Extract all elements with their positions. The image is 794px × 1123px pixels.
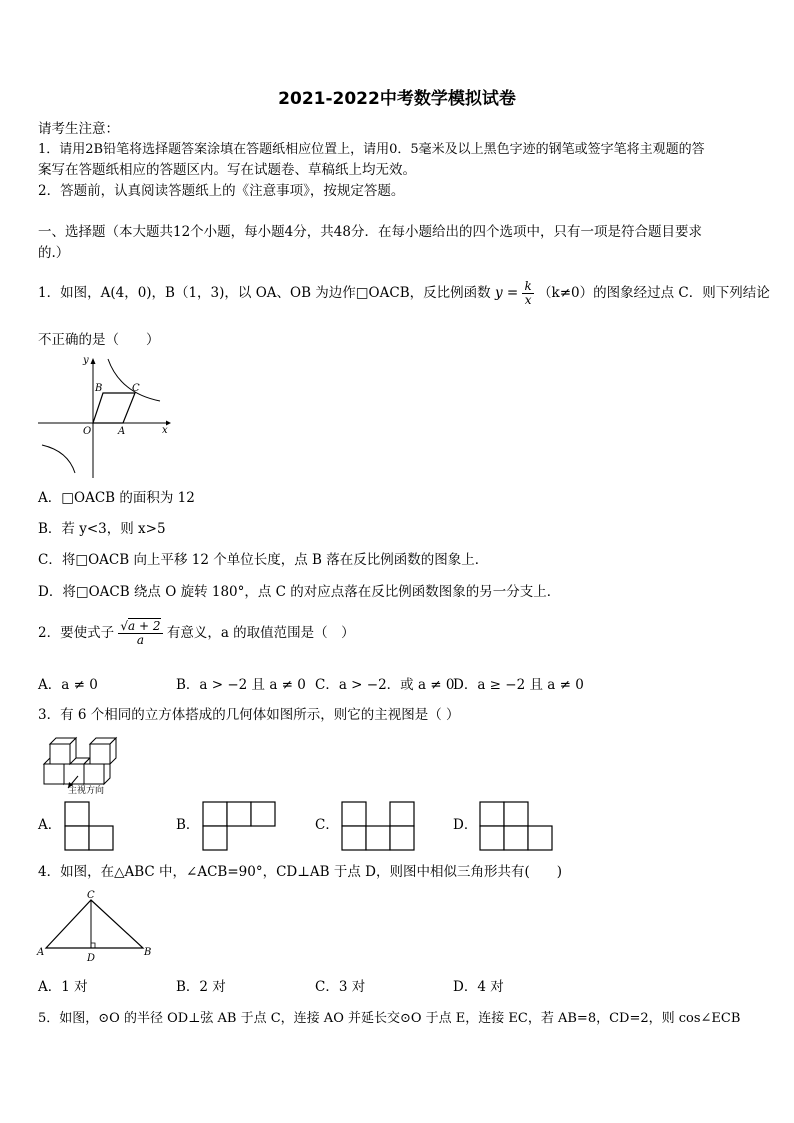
q2-option-c[interactable]: C．a > −2．或 a ≠ 0 (315, 677, 455, 693)
q4-label-a: A (37, 947, 45, 958)
q3-option-c-label[interactable]: C． (315, 817, 339, 833)
q1-option-c[interactable]: C．将□OACB 向上平移 12 个单位长度，点 B 落在反比例函数的图象上． (38, 552, 489, 568)
q3-solid-figure (38, 730, 128, 796)
q1-formula-num: k (524, 279, 532, 293)
q3-option-d-label[interactable]: D． (453, 817, 478, 833)
q1-stem-post: （k≠0）的图象经过点 C．则下列结论 (538, 285, 770, 302)
q2-stem-post: 有意义，a 的取值范围是（ ） (166, 625, 355, 642)
q1-stem-line-1 (38, 280, 770, 307)
q3-option-a-label[interactable]: A． (38, 817, 62, 833)
label-b: B (95, 383, 103, 394)
q2-fraction: $\frac{√a + 2}{a}$ (120, 619, 161, 648)
notice-line-2: 2．答题前，认真阅读答题纸上的《注意事项》，按规定答题。 (38, 183, 405, 199)
q4-triangle-figure (36, 890, 156, 964)
q2-stem-pre: 2．要使式子 (38, 625, 115, 642)
q3-option-c-figure[interactable] (341, 801, 416, 851)
q2-fraction-den: a (118, 633, 162, 647)
q2-stem (38, 620, 355, 647)
q4-option-d[interactable]: D．4 对 (453, 979, 504, 995)
q1-formula-den: x (524, 293, 532, 308)
q4-option-c[interactable]: C．3 对 (315, 979, 366, 995)
q3-option-d-figure[interactable] (479, 801, 554, 851)
q4-option-a[interactable]: A．1 对 (38, 979, 88, 995)
q1-figure (38, 355, 173, 480)
q3-view-direction-label: 主视方向 (68, 786, 105, 796)
label-o: O (83, 426, 92, 437)
q4-label-b: B (144, 947, 152, 958)
q3-option-a-figure[interactable] (64, 801, 114, 851)
q1-option-a[interactable]: A．□OACB 的面积为 12 (38, 490, 195, 506)
y-axis-arrow (91, 358, 96, 364)
q1-option-b[interactable]: B．若 y<3，则 x>5 (38, 521, 166, 537)
notice-line-1b: 案写在答题纸相应的答题区内。写在试题卷、草稿纸上均无效。 (38, 162, 416, 178)
q2-radicand: a + 2 (128, 619, 161, 633)
page-title: 2021-2022中考数学模拟试卷 (278, 89, 516, 109)
q4-stem: 4．如图，在△ABC 中，∠ACB=90°，CD⊥AB 于点 D，则图中相似三角形共有( ) (38, 864, 563, 880)
hyperbola-branch-lower (42, 445, 75, 473)
triangle-abc (46, 900, 143, 948)
q2-option-d[interactable]: D．a ≥ −2 且 a ≠ 0 (453, 677, 584, 693)
q3-option-b-figure[interactable] (202, 801, 277, 851)
q1-option-d[interactable]: D．将□OACB 绕点 O 旋转 180°，点 C 的对应点落在反比例函数图象的另一分支上． (38, 584, 561, 600)
label-a: A (118, 426, 126, 437)
q2-option-a[interactable]: A．a ≠ 0 (38, 677, 98, 693)
q2-option-b[interactable]: B．a > −2 且 a ≠ 0 (176, 677, 306, 693)
section-heading-line-1: 一、选择题（本大题共12个小题，每小题4分，共48分．在每小题给出的四个选项中，只有一项是符合题目要求 (38, 224, 702, 240)
label-c: C (132, 383, 140, 394)
notice-heading: 请考生注意： (38, 121, 119, 137)
label-y: y (83, 355, 89, 366)
section-heading-line-2: 的.） (38, 245, 70, 261)
label-x: x (162, 425, 168, 436)
q4-option-b[interactable]: B．2 对 (176, 979, 226, 995)
q1-stem-pre: 1．如图，A(4，0)，B（1，3)，以 OA、OB 为边作□OACB，反比例函数 (38, 285, 491, 302)
q4-label-d: D (87, 953, 96, 964)
q1-formula-fraction (522, 280, 533, 307)
notice-line-1a: 1．请用2B铅笔将选择题答案涂填在答题纸相应位置上，请用0．5毫米及以上黑色字迹的钢笔或签字笔将主观题的答 (38, 142, 705, 157)
q1-stem-line-2: 不正确的是（ ） (38, 332, 160, 348)
q1-formula-lhs: y = (494, 285, 519, 302)
q3-option-b-label[interactable]: B． (176, 817, 200, 833)
q4-label-c: C (87, 890, 95, 901)
q3-stem: 3．有 6 个相同的立方体搭成的几何体如图所示，则它的主视图是（ ） (38, 707, 460, 723)
q5-stem: 5．如图，⊙O 的半径 OD⊥弦 AB 于点 C，连接 AO 并延长交⊙O 于点 E，连接 EC，若 AB=8，CD=2，则 cos∠ECB (38, 1011, 741, 1026)
right-angle-mark (91, 943, 95, 948)
parallelogram-oacb (93, 393, 135, 423)
